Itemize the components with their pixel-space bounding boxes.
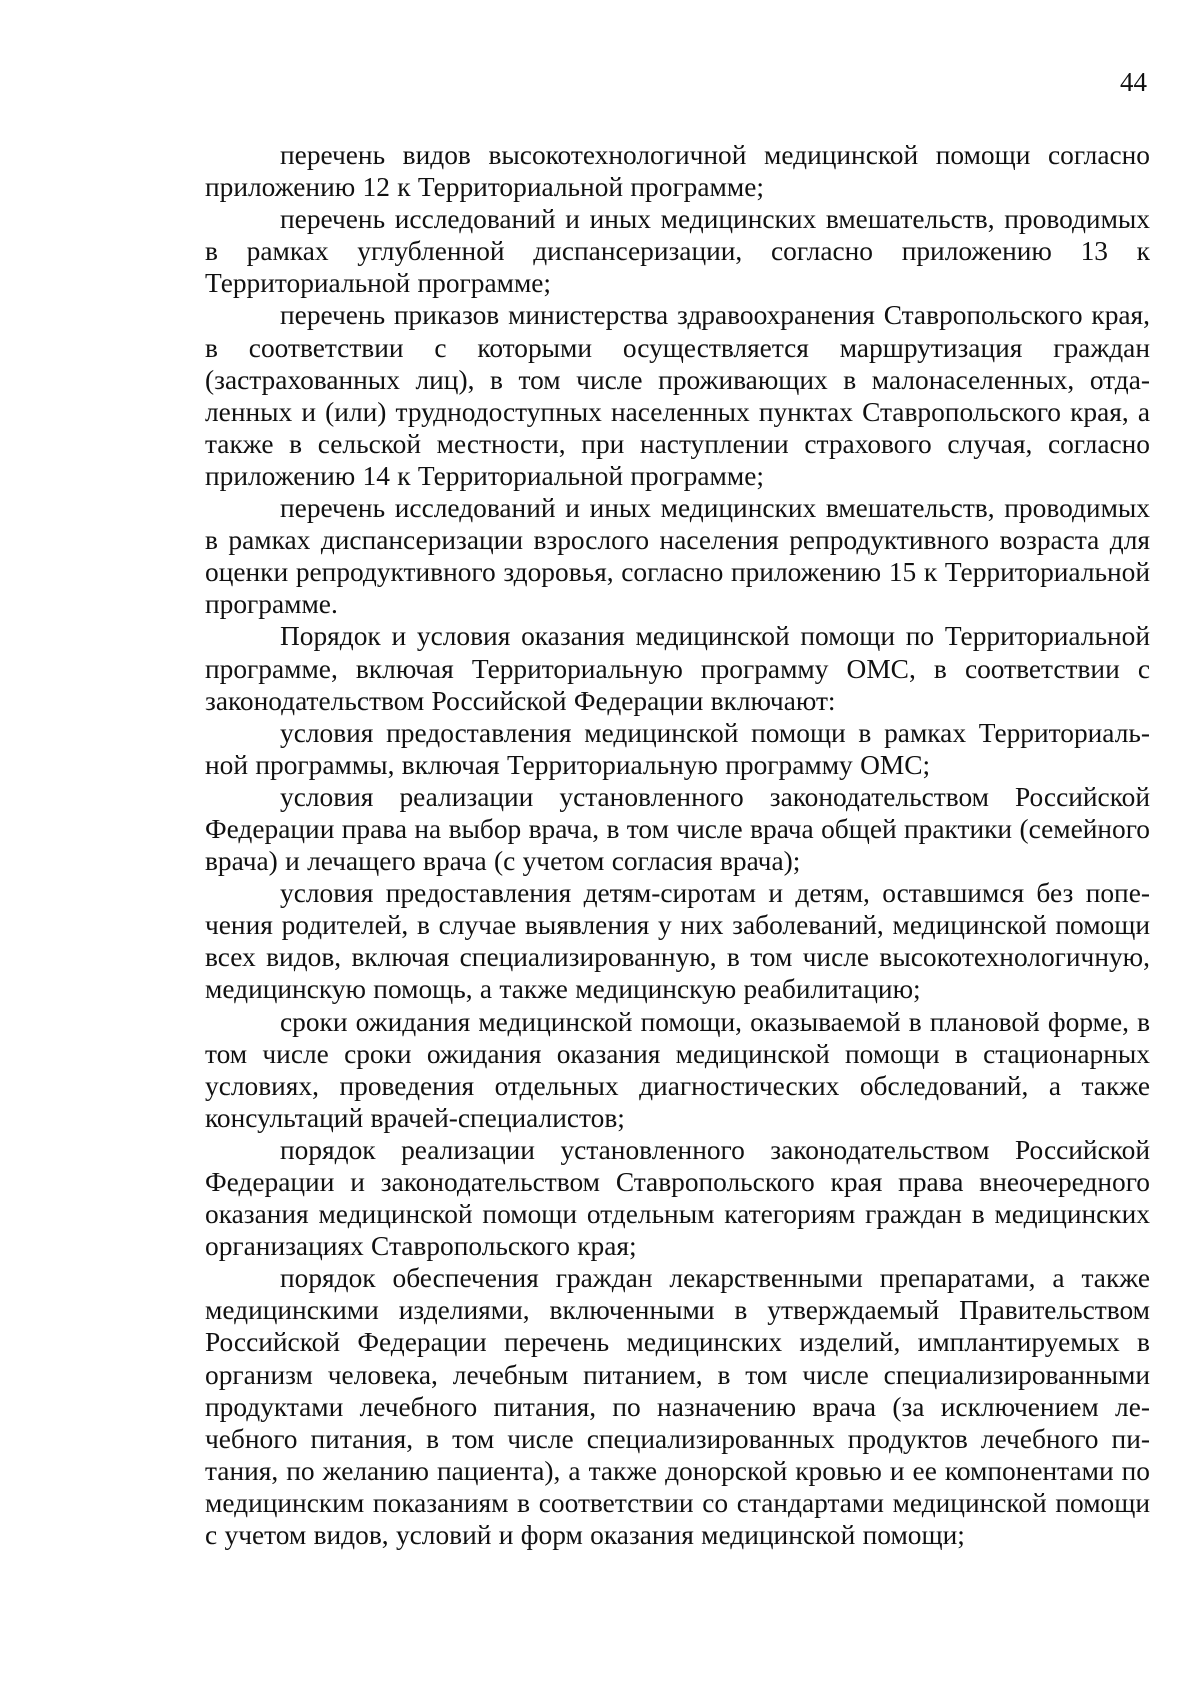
document-body	[205, 139, 1150, 1551]
paragraph: условия предоставления детям-сиротам и детям, оставшимся без попечения родителей, в случае выявления у них заболеваний, медицинской помощи всех видов, включая специализированную, в том числе высокотехнологичную, медицинскую помощь, а также медицинскую реабилитацию;	[205, 878, 1150, 1005]
paragraph: перечень приказов министерства здравоохранения Ставропольского края, в соответствии с которыми осуществляется маршрутизация граждан (застрахованных лиц), в том числе проживающих в малонаселенных, отдаленных и (или) труднодоступных населенных пунктах Ставропольского края, а также в сельской местности, при наступлении страхового случая, согласно приложению 14 к Территориальной программе;	[205, 300, 1150, 491]
paragraph: сроки ожидания медицинской помощи, оказываемой в плановой форме, в том числе сроки ожидания оказания медицинской помощи в стационарных условиях, проведения отдельных диагностических обследований, а также консультаций врачей-специалистов;	[205, 1006, 1150, 1133]
paragraph: перечень видов высокотехнологичной медицинской помощи согласно приложению 12 к Территориальной программе;	[205, 140, 1150, 203]
paragraph: перечень исследований и иных медицинских вмешательств, проводимых в рамках углубленной диспансеризации, согласно приложению 13 к Территориальной программе;	[205, 204, 1150, 299]
paragraph: порядок реализации установленного законодательством Российской Федерации и законодательством Ставропольского края права внеочередного оказания медицинской помощи отдельным категориям граждан в медицинских организациях Ставропольского края;	[205, 1134, 1150, 1262]
paragraph: порядок обеспечения граждан лекарственными препаратами, а также медицинскими изделиями, включенными в утверждаемый Правительством Российской Федерации перечень медицинских изделий, имплантируемых в организм человека, лечебным питанием, в том числе специализированными продуктами лечебного питания, по назначению врача (за исключением лечебного питания, в том числе специализированных продуктов лечебного питания, по желанию пациента), а также донорской кровью и ее компонентами по медицинским показаниям в соответствии со стандартами медицинской помощи с учетом видов, условий и форм оказания медицинской помощи;	[205, 1263, 1150, 1551]
paragraph: перечень исследований и иных медицинских вмешательств, проводимых в рамках диспансеризации взрослого населения репродуктивного возраста для оценки репродуктивного здоровья, согласно приложению 15 к Территориальной программе.	[205, 493, 1150, 620]
paragraph: условия реализации установленного законодательством Российской Федерации права на выбор врача, в том числе врача общей практики (семейного врача) и лечащего врача (с учетом согласия врача);	[205, 781, 1150, 877]
paragraph: условия предоставления медицинской помощи в рамках Территориальной программы, включая Территориальную программу ОМС;	[205, 717, 1150, 780]
page-number: 44	[1120, 67, 1147, 97]
paragraph: Порядок и условия оказания медицинской помощи по Территориальной программе, включая Территориальную программу ОМС, в соответствии с законодательством Российской Федерации включают:	[205, 621, 1150, 716]
